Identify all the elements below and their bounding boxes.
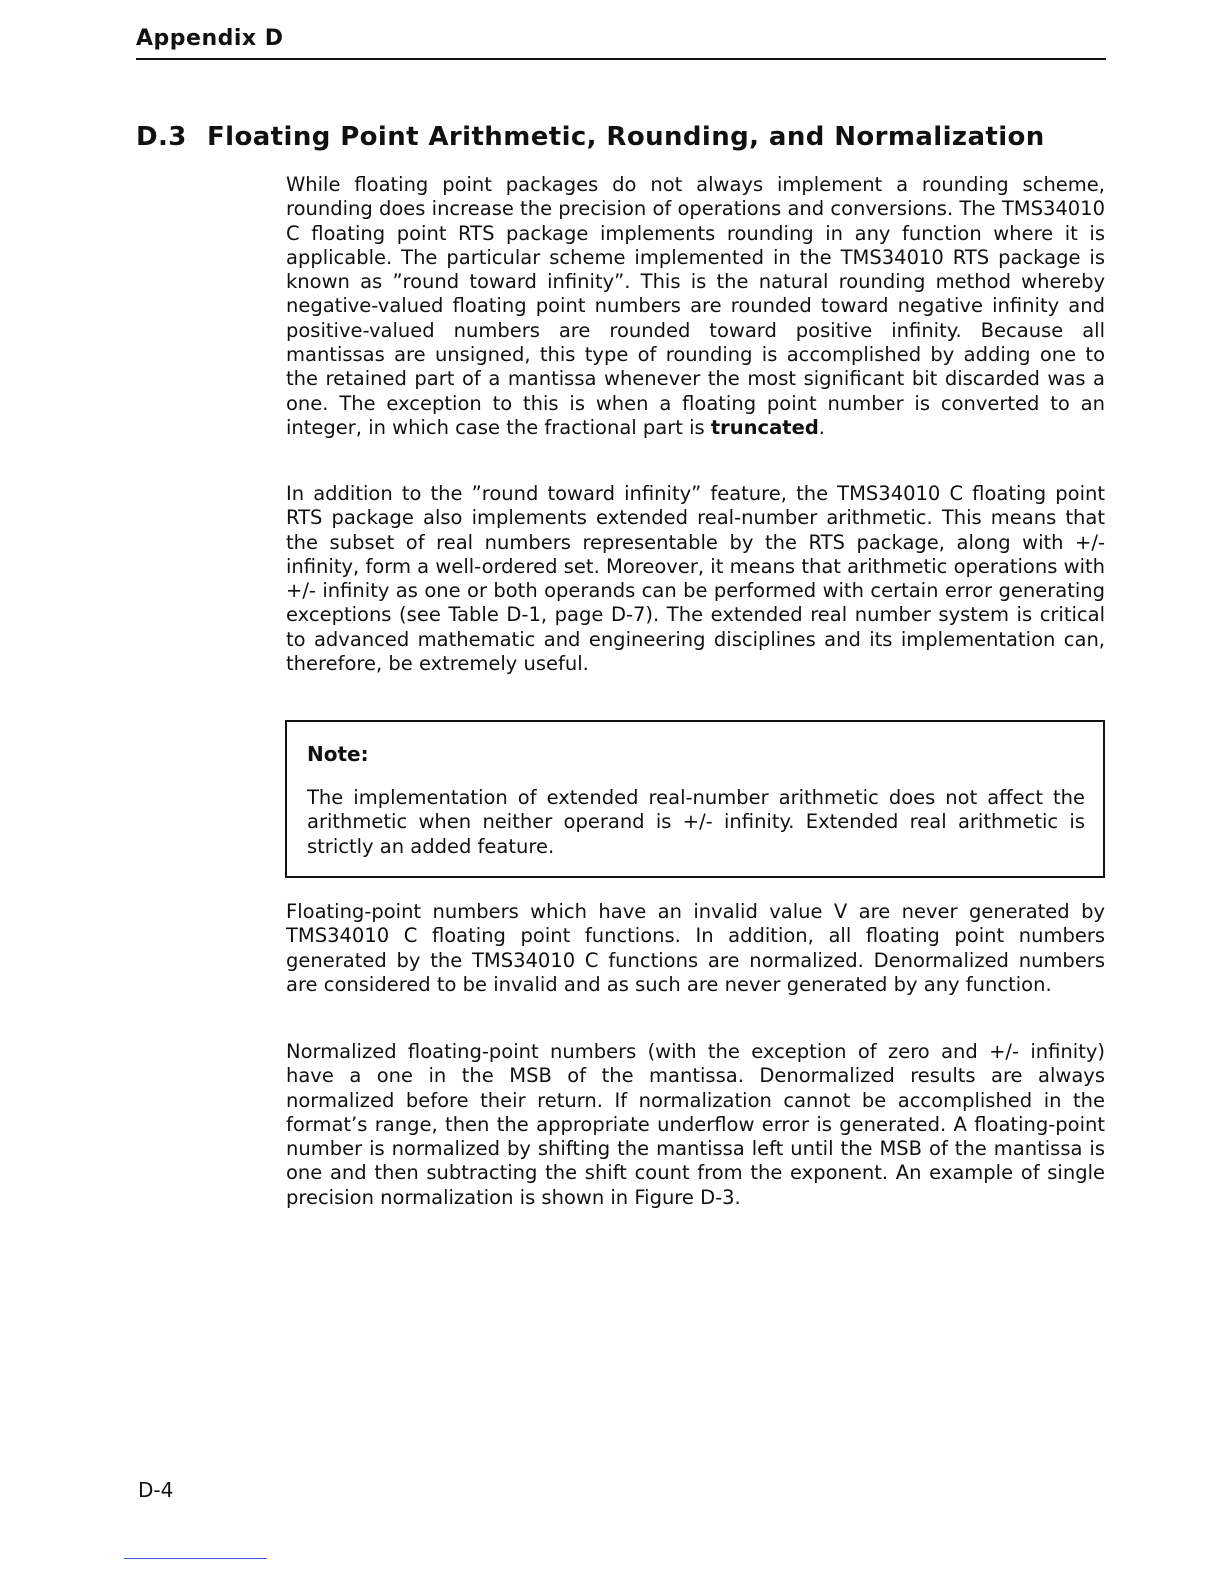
footer-rule xyxy=(124,1558,267,1559)
page-header xyxy=(136,24,1106,60)
paragraph-extended-arithmetic: In addition to the ”round toward infinity” feature, the TMS34010 C floating point RTS package also implements extended real-number arithmetic. This means that the subset of real numbers representable by the RTS package, along with +/- infinity, form a well-ordered set. Moreover, it means that arithmetic operations with +/- infinity as one or both operands can be performed with certain error generating exceptions (see Table D-1, page D-7). The extended real number system is critical to advanced mathematic and engineering disciplines and its implementation can, therefore, be extremely useful. xyxy=(286,482,1105,676)
appendix-title: Appendix D xyxy=(136,26,284,51)
paragraph-rounding xyxy=(286,173,1105,440)
page-number: D-4 xyxy=(138,1478,174,1502)
paragraph-rounding-text: While floating point packages do not always implement a rounding scheme, rounding does increase the precision of operations and conversions. The TMS34010 C floating point RTS package implements rounding in any function where it is applicable. The particular scheme implemented in the TMS34010 RTS package is known as ”round toward infinity”. This is the natural rounding method whereby negative-valued floating point numbers are rounded toward negative infinity and positive-valued numbers are rounded toward positive infinity. Because all mantissas are unsigned, this type of rounding is accomplished by adding one to the retained part of a mantissa whenever the most significant bit discarded was a one. The exception to this is when a floating point number is converted to an integer, in which case the fractional part is xyxy=(286,173,1105,439)
truncated-emphasis: truncated xyxy=(710,415,819,439)
paragraph-normalization: Normalized floating-point numbers (with the exception of zero and +/- infinity) have a one in the MSB of the mantissa. Denormalized results are always normalized before their return. If normalization cannot be accomplished in the format’s range, then the appropriate underflow error is generated. A floating-point number is normalized by shifting the mantissa left until the MSB of the mantissa is one and then subtracting the shift count from the exponent. An example of single precision normalization is shown in Figure D-3. xyxy=(286,1040,1105,1209)
section-heading xyxy=(136,122,1136,152)
paragraph-invalid-values: Floating-point numbers which have an invalid value V are never generated by TMS34010 C floating point functions. In addition, all floating point numbers generated by the TMS34010 C functions are normalized. Denormalized numbers are considered to be invalid and as such are never generated by any function. xyxy=(286,900,1105,996)
section-number: D.3 xyxy=(136,122,187,152)
section-title: Floating Point Arithmetic, Rounding, and Normalization xyxy=(207,122,1045,152)
note-box xyxy=(285,720,1105,878)
paragraph-rounding-end: . xyxy=(818,415,825,439)
note-text: The implementation of extended real-number arithmetic does not affect the arithmetic when neither operand is +/- infinity. Extended real arithmetic is strictly an added feature. xyxy=(307,786,1085,858)
note-title: Note: xyxy=(307,742,369,766)
